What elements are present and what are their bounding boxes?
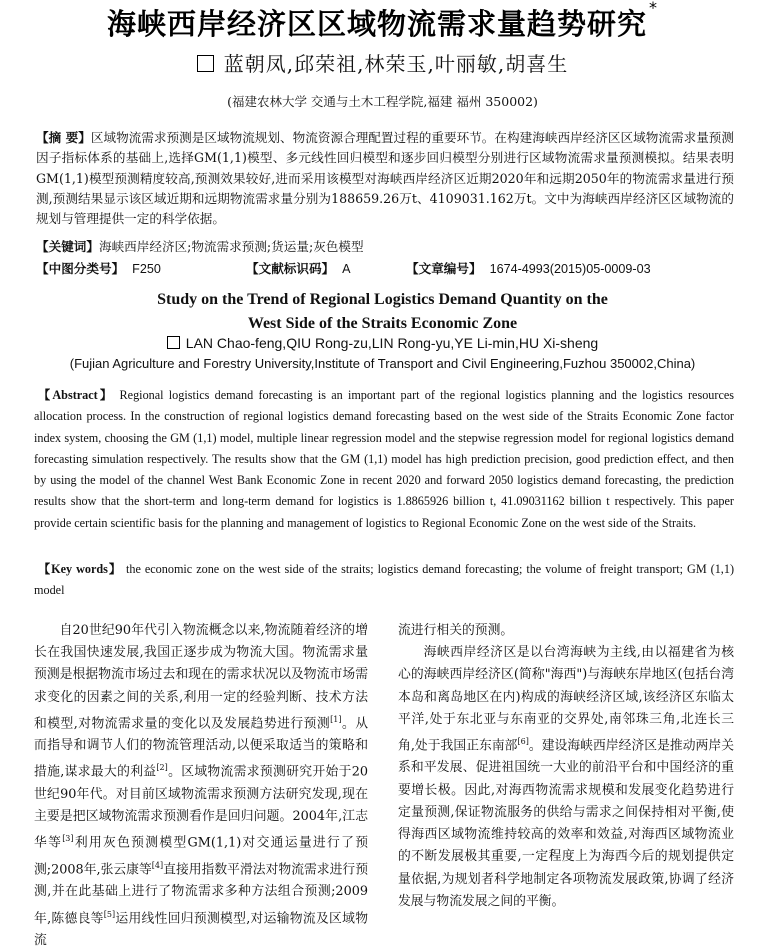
- abstract-cn-text: 区域物流需求预测是区域物流规划、物流资源合理配置过程的重要环节。在构建海峡西岸经济区区域物流需求量预测因子指标体系的基础上,选择GM(1,1)模型、多元线性回归模型和逐步回归模型分别进行区域物流需求量预测模拟。结果表明GM(1,1)模型预测精度较高,预测效果较好,进而采用该模型对海峡西岸经济区近期2020年和远期2050年的物流需求量进行预测,预测结果显示该区域近期和远期物流需求量分别为188659.26万t、4109031.162万t。文中为海峡西岸经济区区域物流的规划与管理提供一定的科学依据。: [36, 130, 735, 227]
- article-no-label: 【文章编号】: [406, 261, 482, 276]
- intro-paragraph: [34, 620, 368, 952]
- title-cn-text: 海峡西岸经济区区域物流需求量趋势研究: [106, 7, 647, 41]
- citation-2: [2]: [156, 763, 168, 773]
- intro-text-d: 利用灰色预测模型GM(1,1)对交通运量进行了预测;2008年,张云康等: [34, 835, 368, 878]
- keywords-cn-text: 海峡西岸经济区;物流需求预测;货运量;灰色模型: [98, 239, 364, 254]
- title-en-line2: West Side of the Straits Economic Zone: [247, 315, 518, 332]
- region-text-a: 海峡西岸经济区是以台湾海峡为主线,由以福建省为核心的海峡西岸经济区(简称"海西")与海峡东岸地区(包括台湾本岛和离岛地区在内)构成的海峡经济区域,该经济区东临太平洋,处于东北亚与东南亚的交界处,南邻珠三角,北连长三角,处于我国正东南部: [398, 645, 734, 754]
- abstract-cn: [36, 128, 734, 229]
- intro-text-a: 自20世纪90年代引入物流概念以来,物流随着经济的增长在我国快速发展,我国正逐步成为物流大国。物流需求量预测是根据物流市场过去和现在的需求状况以及物流市场需求变化的因素之间的关系,利用一定的经验判断、技术方法和模型,对物流需求量的变化以及发展趋势进行预测: [34, 623, 368, 732]
- authors-en-text: LAN Chao-feng,QIU Rong-zu,LIN Rong-yu,YE Li-min,HU Xi-sheng: [185, 335, 599, 351]
- article-no-group: [406, 258, 651, 277]
- doc-code-label: 【文献标识码】: [246, 261, 335, 276]
- authors-cn: [0, 48, 765, 77]
- affiliation-cn: (福建农林大学 交通与土木工程学院,福建 福州 350002): [227, 94, 538, 109]
- keywords-en-label: 【Key words】: [38, 562, 122, 576]
- clc-value: F250: [132, 262, 161, 276]
- authors-cn-text: 蓝朝凤,邱荣祖,林荣玉,叶丽敏,胡喜生: [223, 52, 569, 76]
- citation-3: [3]: [62, 834, 74, 844]
- abstract-en-label: 【Abstract】: [38, 388, 115, 402]
- doc-code-group: [246, 258, 351, 277]
- title-cn: [0, 2, 765, 43]
- title-footnote-mark: *: [649, 0, 658, 17]
- keywords-cn-label: 【关键词】: [36, 239, 99, 254]
- region-text-b: 。建设海峡西岸经济区是推动两岸关系和平发展、促进祖国统一大业的前沿平台和中国经济的重要增长极。因此,对海西物流需求规模和发展变化趋势进行定量预测,保证物流服务的供给与需求之间保持相对平衡,使得海西区域物流维持较高的效率和效益,对海西区域物流业的不断发展极其重要,一定程度上为海西今后的规划提供定量依据,为规划者科学地制定各项物流发展政策,协调了经济发展与物流发展之间的平衡。: [398, 738, 734, 909]
- abstract-en: [34, 385, 734, 534]
- article-no-value: 1674-4993(2015)05-0009-03: [489, 262, 651, 276]
- author-box-icon: [197, 55, 214, 72]
- authors-en: [0, 335, 765, 351]
- keywords-en: [34, 559, 734, 602]
- doc-code-value: A: [342, 262, 351, 276]
- intro-text-e: 直接用指数平滑法对物流需求进行预测,并在此基础上进行了物流需求多种方法组合预测;2009年,陈德良等: [34, 862, 369, 926]
- author-box-en-icon: [167, 336, 180, 349]
- clc-label: 【中图分类号】: [36, 261, 125, 276]
- abstract-en-text: Regional logistics demand forecasting is an important part of the regional logistics planning and the logistics resources allocation process. In the construction of regional logistics demand forecasting based on the west side of the Straits Economic Zone factor index system, choosing the GM (1,1) model, multiple linear regression model and the stepwise regression model for regional logistics demand forecasting simulation respectively. The results show that the GM (1,1) model has high prediction precision, good prediction effect, and then by using the model of the channel West Bank Economic Zone in recent 2020 and forward 2050 logistics demand forecasting, the prediction results show that the short-term and long-term demand for logistics is 1.8865926 billion t, 41.09031162 billion t respectively. This paper provide certain scientific basis for the planning and management of logistics to Regional Economic Zone on the west side of the Straits.: [34, 388, 735, 530]
- affiliation-en: (Fujian Agriculture and Forestry University,Institute of Transport and Civil Engineering,Fuzhou 350002,China): [69, 356, 696, 371]
- title-en: [0, 288, 765, 336]
- clc-group: [36, 258, 161, 277]
- citation-6: [6]: [517, 737, 529, 747]
- article-meta: [36, 258, 736, 278]
- region-paragraph: [398, 642, 734, 913]
- citation-5: [5]: [103, 909, 116, 919]
- intro-text-f: 运用线性回归预测模型,对运输物流及区域物流: [34, 910, 368, 948]
- keywords-en-text: the economic zone on the west side of the straits; logistics demand forecasting; the volume of freight transport; GM (1,1) model: [34, 562, 734, 598]
- abstract-cn-label: 【摘 要】: [36, 130, 91, 145]
- citation-1: [1]: [330, 714, 342, 724]
- title-en-line1: Study on the Trend of Regional Logistics Demand Quantity on the: [157, 291, 608, 308]
- intro-text-b: 。从而指导和调节人们的物流管理活动,以便采取适当的策略和措施,谋求最大的利益: [34, 716, 368, 780]
- keywords-cn: [36, 237, 736, 257]
- intro-text-c: 。区域物流需求预测研究开始于20世纪90年代。对目前区域物流需求预测方法研究发现,现在主要是把区域物流需求预测看作是回归问题。2004年,江志华等: [34, 764, 368, 851]
- citation-4: [4]: [151, 860, 164, 870]
- body-column-left: [34, 620, 368, 952]
- continued-paragraph: 流进行相关的预测。: [398, 623, 514, 638]
- body-column-right: [398, 620, 734, 913]
